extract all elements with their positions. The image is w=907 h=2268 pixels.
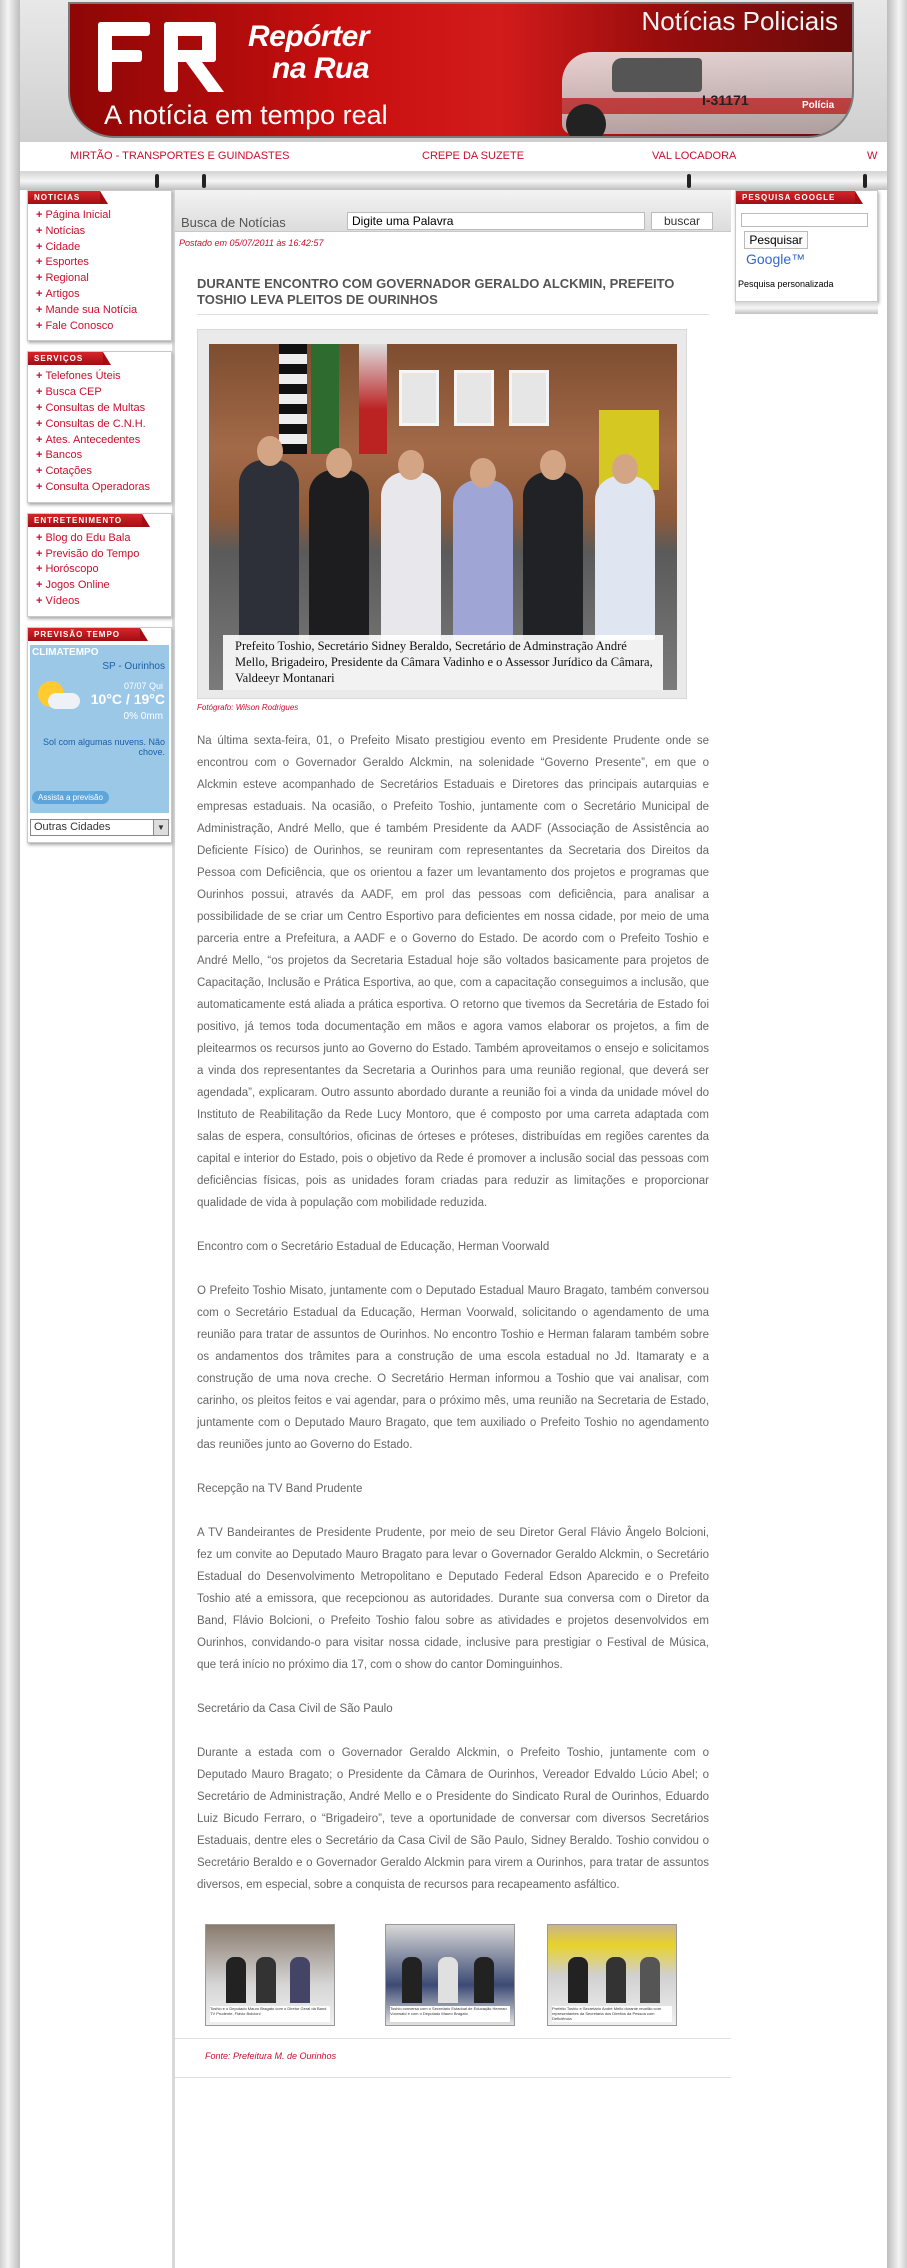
menu-item-antecedentes[interactable]: + Ates. Antecedentes <box>36 433 141 446</box>
menu-title: ENTRETENIMENTO <box>28 514 142 527</box>
photo-caption: Prefeito Toshio, Secretário Sidney Beraldo, Secretário de Adminstração André Mello, Brigadeiro, Presidente da Câmara Vadinho e o Assessor Jurídico da Câmara, Valdeeyr Montanari <box>223 635 663 690</box>
menu-item-previsao[interactable]: + Previsão do Tempo <box>36 547 140 560</box>
google-search-input[interactable] <box>741 213 868 227</box>
menu-item-horoscopo[interactable]: + Horóscopo <box>36 563 99 576</box>
menu-title: PREVISÃO TEMPO <box>28 628 140 641</box>
ticker-item[interactable]: VAL LOCADORA <box>652 150 737 162</box>
menu-item-cnh[interactable]: + Consultas de C.N.H. <box>36 417 146 430</box>
menu-item-noticias[interactable]: + Notícias <box>36 224 86 237</box>
weather-widget[interactable] <box>30 645 169 813</box>
page-frame-right <box>887 0 907 2268</box>
weather-temperature: 10°C / 19°C <box>90 690 165 707</box>
google-note: Pesquisa personalizada <box>738 279 834 289</box>
menu-item-blog[interactable]: + Blog do Edu Bala <box>36 531 131 544</box>
thumbnail-caption: Toshio e o Deputado Mauro Bragato com o Diretor Geral da Band TV Prudente, Flávio Bolcioni <box>210 2006 330 2022</box>
menu-item-artigos[interactable]: + Artigos <box>36 287 80 300</box>
sponsor-ticker <box>20 142 887 172</box>
article-photo[interactable] <box>209 344 677 690</box>
article-paragraph: Durante a estada com o Governador Geraldo Alckmin, o Prefeito Toshio, juntamente com o Deputado Mauro Bragato; o Presidente da Câmara de Ourinhos, Vereador Edvaldo Lúcio Abel; o Secretário de Administração, André Mello e o Presidente do Sindicato Rural de Ourinhos, Eduardo Luiz Bicudo Ferraro, o “Brigadeiro”, teve a oportunidade de conversar com diversos Secretários Estaduais, dentre eles o Secretário da Casa Civil de São Paulo, Sidney Beraldo. Toshio convidou o Secretário Beraldo e o Governador Geraldo Alckmin para virem a Ourinhos, para tratar de assuntos diversos, em especial, sobre a conquista de recursos para recapeamento asfáltico. <box>197 1747 709 1891</box>
divider <box>197 314 709 315</box>
menu-title: NOTICIAS <box>28 191 100 204</box>
search-label: Busca de Notícias <box>181 215 286 230</box>
gallery-thumbnail[interactable] <box>385 1924 515 2026</box>
header-banner[interactable] <box>68 2 854 138</box>
right-rail <box>735 302 878 314</box>
weather-description: Sol com algumas nuvens. Não chove. <box>42 736 165 757</box>
article-subheading: Recepção na TV Band Prudente <box>197 1483 363 1495</box>
menu-item-multas[interactable]: + Consultas de Multas <box>36 401 146 414</box>
right-sidebar <box>735 190 878 302</box>
city-select-value: Outras Cidades <box>34 820 111 833</box>
menu-item-busca-cep[interactable]: + Busca CEP <box>36 386 102 399</box>
menu-item-cotacoes[interactable]: + Cotações <box>36 465 92 478</box>
page-frame-left <box>0 0 20 2268</box>
gallery-thumbnail[interactable] <box>547 1924 677 2026</box>
chevron-down-icon[interactable]: ▼ <box>153 820 168 835</box>
car-plate: I-31171 <box>702 92 749 108</box>
main-content <box>175 190 731 2078</box>
menu-servicos <box>27 351 172 502</box>
article-subheading: Secretário da Casa Civil de São Paulo <box>197 1703 393 1715</box>
ticker-item[interactable]: CREPE DA SUZETE <box>422 150 525 162</box>
rr-logo[interactable] <box>98 18 224 94</box>
google-logo <box>746 251 805 267</box>
brand-tagline: A notícia em tempo real <box>104 100 388 130</box>
thumbnail-caption: Prefeito Toshio e Secretário André Mello durante reunião com representantes da Secretaria dos Direitos da Pessoa com Deficiência <box>552 2006 672 2022</box>
article-paragraph: Na última sexta-feira, 01, o Prefeito Misato prestigiou evento em Presidente Prudente onde se encontrou com o Governador Geraldo Alckmin, na solenidade “Governo Presente”, em que o Alckmin esteve acompanhado de Secretários Estaduais e Diretores das principais autarquias e empresas estaduais. Na ocasião, o Prefeito Toshio, juntamente com o Secretário Municipal de Administração, André Mello, que é também Presidente da AADF (Associação de Assistência ao Deficiente Físico) de Ourinhos, se reuniram com representantes da Secretaria dos Direitos da Pessoa com Deficiência, que os orientou a fazer um levantamento dos projetos e programas que Ourinhos possui, através da AADF, em prol das pessoas com deficiência, para analisar a possibilidade de se criar um Centro Esportivo para deficientes em nossa cidade, por meio de uma parceria entre a Prefeitura, a AADF e o Governo do Estado. De acordo com o Prefeito Toshio e André Mello, “os projetos da Secretaria Estadual hoje são voltados basicamente para projetos de Capacitação, Inclusão e Prática Esportiva, ao que, com a capacitação conseguimos a inclusão, que automaticamente está aliada a prática esportiva. O retorno que tivemos da Secretária de Estado foi positivo, já temos toda documentação em mãos e agora vamos elaborar os projetos, a fim de pleitearmos os recursos junto ao Governo do Estado. Também aproveitamos o ensejo e solicitamos a vinda dos representantes da Secretaria a Ourinhos para uma reunião regional, que deverá ser agendada”, explicaram. Outro assunto abordado durante a reunião foi a vinda da unidade móvel do Instituto de Reabilitação da Rede Lucy Montoro, que é composto por uma carreta adaptada com salas de espera, consultórios, oficinas de órteses e próteses, distribuídas em regiões carentes da capital e interior do Estado, pois o objetivo da Rede é promover a inclusão social das pessoas com deficiências físicas, pois as unidades foram criadas para reduzir as limitações e proporcionar qualidade de vida à população com mobilidade reduzida. <box>197 735 709 1209</box>
search-button[interactable]: buscar <box>651 212 713 230</box>
menu-item-esportes[interactable]: + Esportes <box>36 256 89 269</box>
menu-item-videos[interactable]: + Vídeos <box>36 594 80 607</box>
google-logo-text: Google™ <box>746 251 806 267</box>
photo-gallery <box>205 1924 731 2028</box>
menu-item-bancos[interactable]: + Bancos <box>36 449 83 462</box>
menu-item-operadoras[interactable]: + Consulta Operadoras <box>36 480 150 493</box>
divider <box>175 2038 731 2039</box>
brand-line-1: Repórter <box>248 20 370 53</box>
top-rail <box>20 172 887 190</box>
police-car-image <box>552 34 852 138</box>
weather-brand: CLIMATEMPO <box>32 646 99 658</box>
menu-item-jogos[interactable]: + Jogos Online <box>36 579 110 592</box>
google-search-button[interactable]: Pesquisar <box>744 231 808 249</box>
cloud-icon <box>48 693 80 709</box>
article-paragraph: A TV Bandeirantes de Presidente Prudente, por meio de seu Diretor Geral Flávio Ângelo Bolcioni, fez um convite ao Deputado Mauro Bragato para levar o Governador Geraldo Alckmin, o Secretário Estadual do Desenvolvimento Metropolitano e Deputado Federal Edson Aparecido e o Prefeito Toshio até a emissora, que recepcionou as autoridades. Durante sua conversa com o Diretor da Band, Flávio Bolcioni, o Prefeito Toshio falou sobre as atividades e projetos desenvolvidos em Ourinhos, convidando-o para visitar nossa cidade, inclusive para prestigiar o Festival de Música, que terá início no próximo dia 17, com o show do cantor Dominguinhos. <box>197 1527 709 1671</box>
left-sidebar <box>27 190 172 853</box>
thumbnail-caption: Toshio conversa com o Secretário Estadual de Educação Herman Voorwald e com o Deputado Mauro Bragato <box>390 2006 510 2022</box>
brand-line-2: na Rua <box>272 52 370 85</box>
weather-box <box>27 627 172 843</box>
weather-rain: 0% 0mm <box>123 710 163 722</box>
city-select[interactable] <box>30 819 169 836</box>
menu-item-mande-noticia[interactable]: + Mande sua Notícia <box>36 303 138 316</box>
weather-city: SP - Ourinhos <box>102 660 165 672</box>
article-body <box>197 730 709 1896</box>
rr-logo-graphic <box>98 18 224 94</box>
menu-title: SERVIÇOS <box>28 352 103 365</box>
article-title: DURANTE ENCONTRO COM GOVERNADOR GERALDO ALCKMIN, PREFEITO TOSHIO LEVA PLEITOS DE OURINHOS <box>197 276 675 307</box>
article-subheading: Encontro com o Secretário Estadual de Educação, Herman Voorwald <box>197 1241 550 1253</box>
menu-noticias <box>27 190 172 341</box>
weather-date: 07/07 Qui <box>123 680 163 691</box>
article-source: Fonte: Prefeitura M. de Ourinhos <box>205 2051 337 2061</box>
menu-item-telefones[interactable]: + Telefones Úteis <box>36 370 121 383</box>
menu-item-regional[interactable]: + Regional <box>36 272 89 285</box>
search-input[interactable] <box>347 212 645 230</box>
news-search-bar <box>175 190 731 232</box>
divider <box>175 2077 731 2078</box>
menu-item-cidade[interactable]: + Cidade <box>36 240 81 253</box>
section-title: Notícias Policiais <box>641 6 838 36</box>
ticker-item[interactable]: W <box>867 150 878 162</box>
menu-entretenimento <box>27 513 172 617</box>
menu-item-pagina-inicial[interactable]: + Página Inicial <box>36 209 111 221</box>
photo-credit: Fotógrafo: Wilson Rodrigues <box>197 703 299 712</box>
car-label: Polícia <box>802 100 835 111</box>
menu-item-fale-conosco[interactable]: + Fale Conosco <box>36 319 114 332</box>
posted-date: Postado em 05/07/2011 às 16:42:57 <box>179 238 324 248</box>
article-photo-frame <box>197 329 687 699</box>
watch-forecast-button[interactable]: Assista a previsão <box>32 791 109 804</box>
site-header <box>20 0 887 142</box>
google-box-title: PESQUISA GOOGLE <box>736 191 855 204</box>
article-paragraph: O Prefeito Toshio Misato, juntamente com o Deputado Estadual Mauro Bragato, também conversou com o Secretário Estadual da Educação, Herman Voorwald, solicitando o agendamento de uma reunião para tratar de assuntos de Ourinhos. No encontro Toshio e Herman falaram também sobre os andamentos dos trâmites para a construção de uma escola estadual no Jd. Itamaraty e a construção de uma nova creche. O Secretário Herman informou a Toshio que vai analisar, com carinho, os pleitos feitos e vai agendar, para o próximo mês, uma reunião na Secretaria de Estado, juntamente com o Deputado Mauro Bragato, que tem auxiliado o Prefeito Toshio no agendamento das reuniões junto ao Governo do Estado. <box>197 1285 709 1451</box>
google-search-box <box>735 190 878 302</box>
gallery-thumbnail[interactable] <box>205 1924 335 2026</box>
ticker-item[interactable]: MIRTÃO - TRANSPORTES E GUINDASTES <box>70 150 290 162</box>
